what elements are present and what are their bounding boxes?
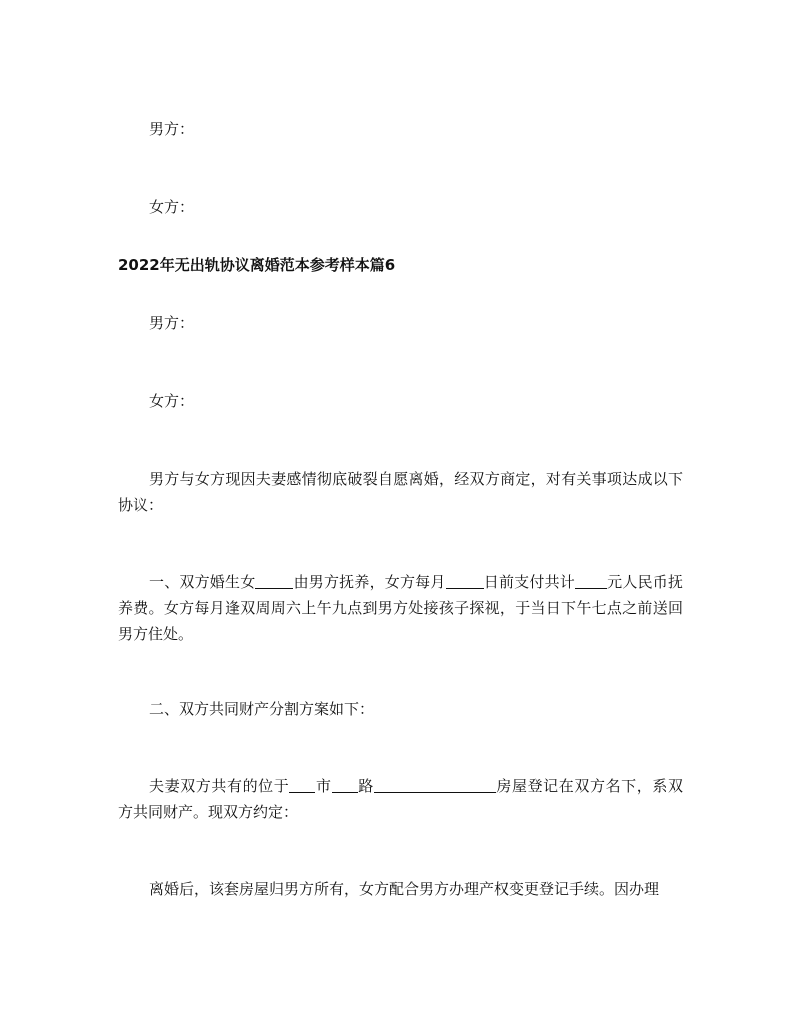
section-heading: 2022年无出轨协议离婚范本参考样本篇6: [118, 256, 396, 274]
blank-field-city: [289, 778, 315, 793]
house-text-c: 路: [357, 777, 374, 795]
blank-field-child-name: [255, 574, 293, 589]
house-text-d: 房屋登记在双方名下，系双方共同财产。现双方约定：: [118, 777, 683, 821]
paragraph-female-party-1: 女方：: [149, 198, 195, 216]
paragraph-agreement-intro: 男方与女方现因夫妻感情彻底破裂自愿离婚，经双方商定，对有关事项达成以下协议：: [118, 470, 683, 514]
blank-field-pay-day: [446, 574, 484, 589]
custody-text-a: 一、双方婚生女: [149, 573, 256, 591]
blank-field-address: [374, 778, 496, 793]
blank-field-amount: [575, 574, 607, 589]
custody-text-d: 元人民币抚养费。女方每月逢双周周六上午九点到男方处接孩子探视，于当日下午七点之前送回男方住处。: [118, 573, 683, 643]
paragraph-female-party-2: 女方：: [149, 392, 195, 410]
blank-field-road: [332, 778, 358, 793]
custody-text-b: 由男方抚养，女方每月: [293, 573, 446, 591]
paragraph-male-party-2: 男方：: [149, 314, 195, 332]
paragraph-child-custody: [118, 569, 683, 647]
house-text-a: 夫妻双方共有的位于: [149, 777, 290, 795]
paragraph-property-division: 二、双方共同财产分割方案如下：: [149, 700, 375, 718]
house-text-b: 市: [315, 777, 332, 795]
custody-text-c: 日前支付共计: [483, 573, 575, 591]
paragraph-shared-house: [118, 773, 683, 825]
paragraph-house-ownership: 离婚后，该套房屋归男方所有，女方配合男方办理产权变更登记手续。因办理: [149, 880, 660, 898]
paragraph-male-party-1: 男方：: [149, 120, 195, 138]
